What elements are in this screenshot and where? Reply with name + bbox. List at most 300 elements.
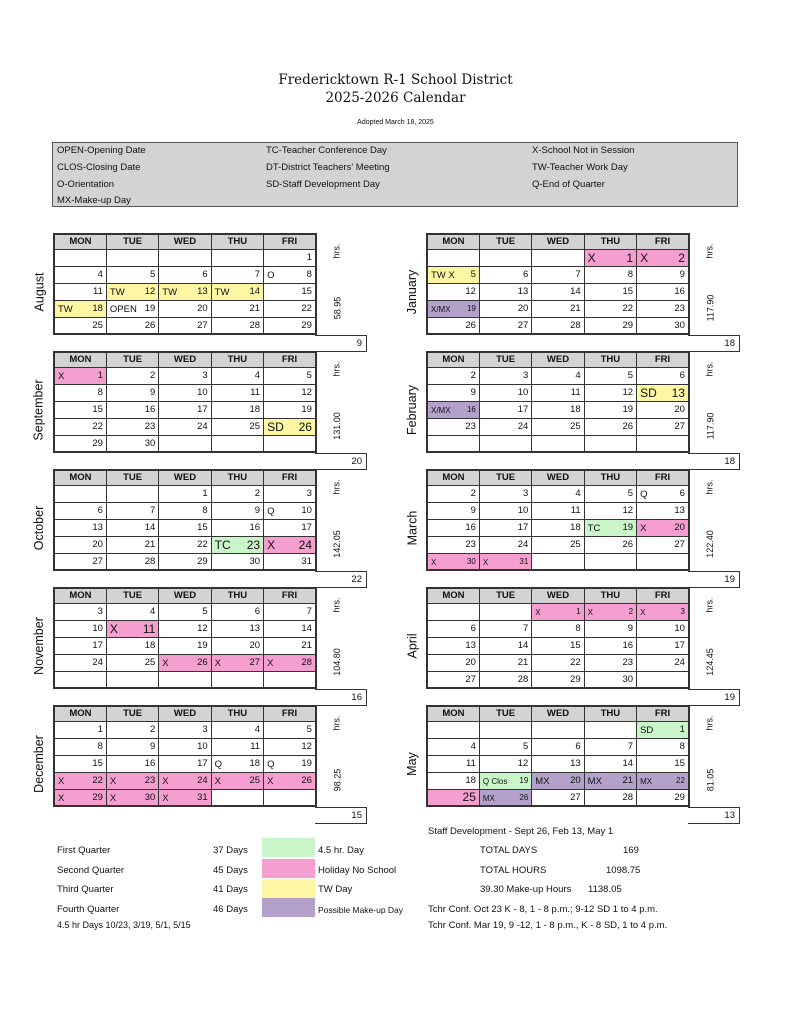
- day-cell: [211, 249, 263, 266]
- weekday-header: MON: [54, 706, 106, 721]
- day-code: TW: [109, 286, 125, 298]
- day-cell: [637, 401, 689, 418]
- day-cell: [479, 300, 531, 317]
- hrs-label: [702, 595, 718, 615]
- day-number: 3: [97, 606, 103, 617]
- day-number: 9: [149, 387, 156, 398]
- week-row: [427, 317, 689, 334]
- day-cell: [159, 317, 211, 334]
- day-cell: [106, 721, 158, 738]
- day-code: X: [482, 557, 489, 567]
- day-cell: [584, 300, 636, 317]
- day-code: MX: [587, 775, 602, 787]
- month-name: December: [32, 735, 47, 793]
- month-april: [405, 587, 740, 710]
- day-cell: [637, 502, 689, 519]
- day-number: 5: [627, 488, 634, 499]
- day-cell: [427, 772, 479, 789]
- day-cell: [264, 738, 316, 755]
- day-cell: [637, 266, 689, 283]
- day-number: 4: [254, 370, 261, 381]
- week-row: [54, 384, 316, 401]
- day-cell: [54, 671, 106, 688]
- day-number: 30: [674, 319, 685, 331]
- day-cell: [264, 435, 316, 452]
- key-half-day: 4.5 hr. Day: [318, 845, 364, 856]
- day-cell: [264, 502, 316, 519]
- weekday-header: MON: [427, 234, 479, 249]
- day-cell: [479, 789, 531, 806]
- day-cell: [637, 283, 689, 300]
- day-number: 19: [622, 404, 634, 415]
- day-number: 12: [301, 387, 312, 398]
- day-cell: [54, 367, 106, 384]
- day-code: X: [267, 775, 274, 787]
- day-number: 24: [517, 539, 529, 550]
- day-number: 20: [92, 539, 103, 550]
- day-number: 5: [202, 606, 208, 617]
- day-cell: [427, 637, 479, 654]
- day-cell: [211, 519, 263, 536]
- day-cell: [532, 401, 584, 418]
- day-number: 4: [470, 741, 476, 752]
- day-number: 26: [465, 319, 476, 331]
- day-code: Q: [267, 505, 275, 517]
- day-cell: [211, 536, 263, 553]
- day-cell: [637, 721, 689, 738]
- day-cell: [54, 384, 106, 401]
- week-row: [54, 671, 316, 688]
- weekday-header: FRI: [264, 352, 316, 367]
- day-number: 11: [570, 505, 581, 516]
- day-number: 7: [627, 741, 634, 752]
- day-number: 23: [465, 421, 476, 432]
- day-number: 13: [517, 286, 529, 297]
- month-days-count: 9: [315, 335, 367, 352]
- day-cell: [637, 620, 689, 637]
- day-number: 8: [202, 505, 208, 516]
- day-cell: [54, 249, 106, 266]
- day-cell: [106, 249, 158, 266]
- day-cell: [637, 519, 689, 536]
- day-cell: [584, 738, 636, 755]
- week-row: [54, 485, 316, 502]
- weekday-header: TUE: [479, 352, 531, 367]
- day-number: 1: [679, 724, 685, 735]
- week-row: [427, 789, 689, 806]
- day-number: 27: [674, 539, 685, 550]
- day-code: SD: [640, 724, 654, 736]
- day-cell: [159, 654, 211, 671]
- day-cell: [532, 367, 584, 384]
- day-code: Q Clos: [482, 776, 508, 786]
- day-number: 12: [301, 741, 312, 752]
- day-cell: [211, 283, 263, 300]
- day-number: 29: [197, 555, 208, 567]
- day-number: 13: [570, 758, 581, 769]
- day-code: TW: [58, 303, 73, 315]
- day-cell: [54, 603, 106, 620]
- day-number: 18: [249, 404, 261, 415]
- day-cell: [159, 789, 211, 806]
- q2-days: 45 Days: [213, 865, 248, 876]
- hrs-text: hrs.: [704, 479, 715, 495]
- day-number: 30: [144, 791, 156, 803]
- day-number: 12: [465, 286, 476, 297]
- day-cell: [54, 418, 106, 435]
- day-number: 4: [149, 606, 156, 617]
- day-cell: [106, 367, 158, 384]
- day-number: 27: [92, 555, 103, 567]
- legend-orientation: O-Orientation: [57, 179, 115, 190]
- day-number: 4: [575, 488, 581, 499]
- weekday-header: MON: [427, 470, 479, 485]
- day-cell: [479, 738, 531, 755]
- day-number: 29: [92, 437, 103, 449]
- month-table: [53, 587, 317, 689]
- day-cell: [106, 553, 158, 570]
- day-number: 28: [301, 657, 312, 668]
- day-cell: [427, 789, 479, 806]
- week-row: [427, 249, 689, 266]
- day-number: 18: [92, 303, 103, 314]
- day-number: 22: [570, 657, 581, 668]
- day-number: 22: [622, 303, 634, 314]
- day-cell: [479, 502, 531, 519]
- day-number: 1: [202, 488, 208, 499]
- key-holiday: Holiday No School: [318, 865, 397, 876]
- day-cell: [584, 435, 636, 452]
- month-name: August: [32, 272, 47, 312]
- weekday-header: MON: [54, 588, 106, 603]
- month-table: [426, 705, 690, 807]
- day-number: 21: [301, 640, 312, 651]
- cumulative-hours-value: 104.80: [332, 648, 342, 676]
- cumulative-hours-value: 124.45: [705, 648, 715, 676]
- day-cell: [106, 755, 158, 772]
- day-cell: [479, 384, 531, 401]
- week-row: [54, 721, 316, 738]
- day-cell: [159, 637, 211, 654]
- day-cell: [637, 384, 689, 401]
- week-row: [54, 519, 316, 536]
- weekday-header: WED: [532, 352, 584, 367]
- week-row: [427, 300, 689, 317]
- week-row: [54, 283, 316, 300]
- month-days-count: 16: [315, 689, 367, 706]
- day-cell: [584, 519, 636, 536]
- day-cell: [106, 654, 158, 671]
- day-code: X: [162, 775, 169, 787]
- day-cell: [264, 367, 316, 384]
- day-cell: [264, 553, 316, 570]
- weekday-header: FRI: [264, 470, 316, 485]
- day-number: 19: [622, 522, 634, 533]
- day-cell: [159, 603, 211, 620]
- week-row: [427, 553, 689, 570]
- day-number: 15: [92, 758, 103, 769]
- day-number: 18: [249, 758, 261, 769]
- day-cell: [584, 789, 636, 806]
- day-number: 17: [197, 758, 208, 769]
- day-number: 13: [465, 640, 476, 651]
- day-number: 8: [679, 741, 685, 752]
- day-cell: [159, 485, 211, 502]
- day-cell: [264, 519, 316, 536]
- day-cell: [264, 401, 316, 418]
- day-cell: [159, 283, 211, 300]
- week-row: [54, 789, 316, 806]
- weekday-header: WED: [159, 470, 211, 485]
- day-number: 11: [466, 758, 476, 769]
- cumulative-hours: [702, 637, 718, 687]
- day-number: 30: [249, 555, 261, 567]
- weekday-header: THU: [584, 234, 636, 249]
- day-number: 16: [622, 640, 634, 651]
- day-cell: [532, 435, 584, 452]
- day-cell: [479, 418, 531, 435]
- weekday-header: WED: [532, 470, 584, 485]
- day-number: 9: [470, 387, 476, 398]
- day-cell: [427, 435, 479, 452]
- day-cell: [159, 772, 211, 789]
- day-cell: [264, 654, 316, 671]
- day-number: 23: [622, 657, 634, 668]
- day-code: X: [640, 607, 646, 617]
- week-row: [54, 553, 316, 570]
- day-number: 20: [465, 657, 476, 668]
- day-number: 9: [149, 741, 156, 752]
- day-cell: [584, 553, 636, 570]
- weekday-header: FRI: [637, 352, 689, 367]
- day-number: 27: [197, 319, 208, 331]
- day-number: 11: [250, 741, 261, 752]
- cumulative-hours: [329, 755, 345, 805]
- day-number: 6: [575, 741, 581, 752]
- day-cell: [264, 536, 316, 553]
- week-row: [54, 266, 316, 283]
- hrs-text: hrs.: [704, 715, 715, 731]
- day-cell: [584, 317, 636, 334]
- day-cell: [159, 536, 211, 553]
- day-cell: [637, 603, 689, 620]
- month-table: [426, 351, 690, 453]
- day-number: 10: [517, 387, 529, 398]
- hrs-text: hrs.: [331, 361, 342, 377]
- day-cell: [159, 519, 211, 536]
- day-number: 1: [97, 370, 103, 381]
- day-number: 13: [92, 522, 103, 533]
- day-number: 3: [306, 488, 312, 499]
- weekday-header: TUE: [479, 588, 531, 603]
- day-number: 23: [144, 421, 156, 432]
- day-number: 20: [249, 640, 261, 651]
- day-cell: [159, 249, 211, 266]
- day-number: 25: [462, 790, 476, 805]
- legend-dt: DT-District Teachers' Meeting: [266, 162, 390, 173]
- day-cell: [264, 721, 316, 738]
- day-code: X: [109, 775, 117, 787]
- day-cell: [584, 384, 636, 401]
- day-cell: [479, 266, 531, 283]
- day-number: 28: [622, 791, 634, 803]
- day-cell: [479, 283, 531, 300]
- weekday-header: FRI: [264, 706, 316, 721]
- day-cell: [159, 300, 211, 317]
- month-table: [53, 233, 317, 335]
- day-cell: [264, 317, 316, 334]
- day-number: 22: [676, 776, 685, 785]
- weekday-header: FRI: [637, 234, 689, 249]
- weekday-header: WED: [532, 588, 584, 603]
- week-row: [427, 435, 689, 452]
- day-cell: [211, 367, 263, 384]
- weekday-header: THU: [584, 706, 636, 721]
- day-cell: [106, 435, 158, 452]
- day-cell: [637, 300, 689, 317]
- day-cell: [211, 317, 263, 334]
- day-cell: [637, 789, 689, 806]
- day-cell: [54, 738, 106, 755]
- day-number: 12: [622, 387, 634, 398]
- day-number: 29: [570, 673, 581, 685]
- day-cell: [479, 536, 531, 553]
- day-number: 23: [144, 775, 156, 786]
- day-number: 1: [576, 607, 581, 616]
- day-cell: [532, 502, 584, 519]
- day-number: 28: [144, 555, 156, 567]
- day-cell: [211, 401, 263, 418]
- day-number: 19: [301, 404, 312, 415]
- day-cell: [532, 519, 584, 536]
- weekday-header: FRI: [637, 706, 689, 721]
- day-cell: [637, 435, 689, 452]
- month-days-count: 22: [315, 571, 367, 588]
- day-cell: [584, 418, 636, 435]
- day-cell: [264, 283, 316, 300]
- day-cell: [264, 772, 316, 789]
- month-march: [405, 469, 740, 592]
- day-cell: [427, 603, 479, 620]
- day-code: X: [109, 621, 118, 636]
- week-row: [427, 637, 689, 654]
- day-number: 24: [197, 421, 208, 432]
- day-cell: [479, 435, 531, 452]
- day-number: 8: [97, 741, 103, 752]
- month-days-count: 20: [315, 453, 367, 470]
- day-cell: [584, 620, 636, 637]
- weekday-header: THU: [584, 588, 636, 603]
- day-number: 21: [570, 303, 581, 314]
- day-number: 16: [144, 758, 156, 769]
- hrs-text: hrs.: [704, 597, 715, 613]
- day-cell: [532, 317, 584, 334]
- month-label: [403, 249, 421, 335]
- weekday-header: WED: [159, 706, 211, 721]
- day-number: 5: [306, 724, 312, 735]
- day-code: X: [431, 557, 437, 567]
- day-cell: [211, 300, 263, 317]
- day-number: 7: [254, 269, 261, 280]
- day-cell: [159, 721, 211, 738]
- day-cell: [427, 654, 479, 671]
- week-row: [427, 603, 689, 620]
- day-number: 25: [249, 775, 261, 786]
- day-number: 23: [246, 537, 261, 552]
- cumulative-hours-value: 142.05: [332, 530, 342, 558]
- day-cell: [479, 249, 531, 266]
- week-row: [54, 418, 316, 435]
- day-cell: [106, 772, 158, 789]
- day-cell: [427, 485, 479, 502]
- day-number: 20: [674, 522, 685, 533]
- weekday-header: FRI: [264, 588, 316, 603]
- day-number: 18: [570, 522, 581, 533]
- day-number: 30: [622, 673, 634, 685]
- day-number: 14: [570, 286, 581, 297]
- total-days-label: TOTAL DAYS: [480, 845, 538, 856]
- day-cell: [427, 300, 479, 317]
- day-cell: [637, 553, 689, 570]
- day-cell: [159, 502, 211, 519]
- month-november: [32, 587, 367, 710]
- month-label: [403, 367, 421, 453]
- day-code: X: [267, 657, 274, 669]
- cumulative-hours-value: 117.90: [705, 294, 716, 322]
- day-cell: [532, 536, 584, 553]
- day-cell: [106, 317, 158, 334]
- month-table: [53, 469, 317, 571]
- day-cell: [264, 637, 316, 654]
- day-cell: [532, 553, 584, 570]
- q4-days: 46 Days: [213, 904, 248, 915]
- hrs-text: hrs.: [331, 597, 342, 613]
- day-number: 21: [144, 539, 156, 550]
- day-number: 22: [92, 421, 103, 432]
- day-cell: [427, 317, 479, 334]
- day-number: 10: [92, 623, 103, 634]
- weekday-header: THU: [584, 352, 636, 367]
- day-cell: [584, 367, 636, 384]
- day-cell: [532, 789, 584, 806]
- day-number: 10: [301, 505, 312, 516]
- day-number: 10: [197, 387, 208, 398]
- day-cell: [479, 485, 531, 502]
- hrs-label: [329, 477, 345, 497]
- day-number: 25: [249, 421, 261, 432]
- day-number: 8: [97, 387, 103, 398]
- day-code: TC: [214, 537, 231, 552]
- day-number: 23: [674, 303, 685, 314]
- day-number: 2: [470, 370, 476, 381]
- day-number: 27: [517, 319, 529, 331]
- hrs-label: [702, 359, 718, 379]
- month-label: [30, 721, 48, 807]
- day-cell: [264, 755, 316, 772]
- hrs-text: hrs.: [704, 361, 715, 377]
- day-cell: [159, 435, 211, 452]
- day-cell: [54, 300, 106, 317]
- week-row: [54, 435, 316, 452]
- day-number: 26: [622, 539, 634, 550]
- cumulative-hours-value: 117.90: [705, 412, 716, 440]
- month-days-count: 13: [688, 807, 740, 824]
- day-cell: [584, 637, 636, 654]
- day-cell: [532, 738, 584, 755]
- day-number: 19: [301, 758, 312, 769]
- day-number: 11: [570, 387, 581, 398]
- day-cell: [54, 317, 106, 334]
